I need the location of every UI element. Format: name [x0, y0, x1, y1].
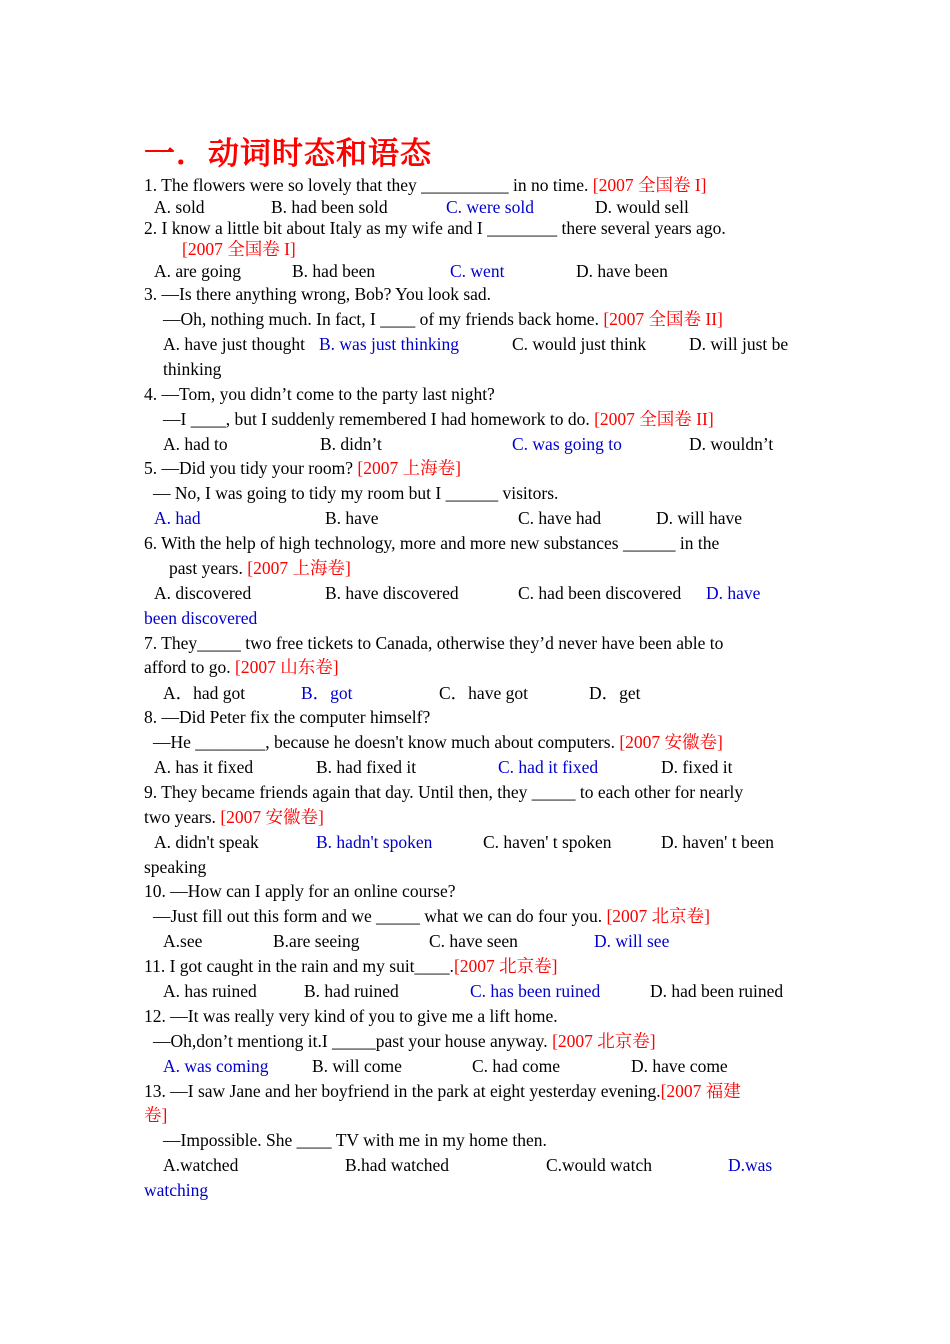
- option-d: D. will have: [656, 508, 743, 528]
- source-label: [2007 上海卷]: [247, 558, 351, 578]
- option-c: C. were sold: [446, 197, 534, 217]
- source-label: [2007 福建: [660, 1081, 741, 1101]
- source-label: [2007 安徽卷]: [619, 732, 723, 752]
- question-5-stem: 5. —Did you tidy your room? [2007 上海卷]: [144, 458, 461, 478]
- source-label: [2007 全国卷 I]: [182, 239, 296, 259]
- question-12-reply: —Oh,don’t mentiong it.I _____past your house anyway. [2007 北京卷]: [153, 1031, 656, 1051]
- question-13-reply: —Impossible. She ____ TV with me in my home then.: [163, 1130, 547, 1150]
- option-b: B. didn’t: [320, 434, 382, 454]
- option-d: D. wouldn’t: [689, 434, 774, 454]
- source-label: [2007 全国卷 II]: [603, 309, 723, 329]
- option-a: A. had to: [163, 434, 228, 454]
- option-b: B. had been sold: [271, 197, 388, 217]
- option-d: D.was: [728, 1155, 773, 1175]
- option-c: C. had it fixed: [498, 757, 599, 777]
- option-c: C. would just think: [512, 334, 647, 354]
- question-9-stem-cont: two years. [2007 安徽卷]: [144, 807, 324, 827]
- question-5-reply: — No, I was going to tidy my room but I ______ visitors.: [153, 483, 559, 503]
- source-label-cont: 卷]: [144, 1105, 168, 1125]
- option-b: B. had ruined: [304, 981, 399, 1001]
- question-7-stem-cont: afford to go. [2007 山东卷]: [144, 657, 339, 677]
- source-label: [2007 北京卷]: [552, 1031, 656, 1051]
- option-d: D. will just be: [689, 334, 789, 354]
- option-c: C. went: [450, 261, 505, 281]
- option-a: A. discovered: [154, 583, 252, 603]
- option-c: C.would watch: [546, 1155, 652, 1175]
- option-b: B. will come: [312, 1056, 402, 1076]
- question-4-reply: —I ____, but I suddenly remembered I had homework to do. [2007 全国卷 II]: [163, 409, 714, 429]
- option-b: B. have: [325, 508, 379, 528]
- source-label: [2007 山东卷]: [235, 657, 339, 677]
- question-1-stem: 1. The flowers were so lovely that they __________ in no time. [2007 全国卷 I]: [144, 175, 707, 195]
- option-c: C. haven' t spoken: [483, 832, 612, 852]
- option-d: D. haven' t been: [661, 832, 774, 852]
- option-a: A．had got: [163, 683, 246, 703]
- option-b: B．got: [301, 683, 353, 703]
- option-continuation: been discovered: [144, 608, 258, 628]
- option-a: A. didn't speak: [154, 832, 259, 852]
- question-7-stem: 7. They_____ two free tickets to Canada, otherwise they’d never have been able to: [144, 633, 724, 653]
- question-11-stem: 11. I got caught in the rain and my suit____.[2007 北京卷]: [144, 956, 558, 976]
- question-9-stem: 9. They became friends again that day. Until then, they _____ to each other for nearly: [144, 782, 744, 802]
- option-a: A.watched: [163, 1155, 239, 1175]
- option-b: B. hadn't spoken: [316, 832, 433, 852]
- option-b: B. was just thinking: [319, 334, 460, 354]
- question-8-reply: —He ________, because he doesn't know much about computers. [2007 安徽卷]: [153, 732, 723, 752]
- question-12-stem: 12. —It was really very kind of you to give me a lift home.: [144, 1006, 558, 1026]
- option-continuation: thinking: [163, 359, 222, 379]
- option-b: B.had watched: [345, 1155, 449, 1175]
- source-label: [2007 全国卷 II]: [594, 409, 714, 429]
- option-continuation: speaking: [144, 857, 207, 877]
- option-a: A. are going: [154, 261, 241, 281]
- option-c: C．have got: [439, 683, 528, 703]
- source-label: [2007 全国卷 I]: [592, 175, 707, 195]
- option-c: C. was going to: [512, 434, 622, 454]
- source-label: [2007 上海卷]: [357, 458, 461, 478]
- option-a: A. was coming: [163, 1056, 269, 1076]
- question-2-stem: 2. I know a little bit about Italy as my wife and I ________ there several years ago.: [144, 218, 726, 238]
- option-b: B. had been: [292, 261, 376, 281]
- section-title: 一．动词时态和语态: [144, 136, 432, 172]
- option-d: D. will see: [594, 931, 670, 951]
- question-6-stem: 6. With the help of high technology, more and more new substances ______ in the: [144, 533, 720, 553]
- option-a: A. have just thought: [163, 334, 305, 354]
- option-d: D. have: [706, 583, 761, 603]
- option-c: C. had been discovered: [518, 583, 682, 603]
- option-d: D. had been ruined: [650, 981, 784, 1001]
- question-3-reply: —Oh, nothing much. In fact, I ____ of my friends back home. [2007 全国卷 II]: [163, 309, 723, 329]
- option-a: A. sold: [154, 197, 205, 217]
- option-b: B.are seeing: [273, 931, 360, 951]
- option-c: C. have seen: [429, 931, 518, 951]
- question-4-stem: 4. —Tom, you didn’t come to the party last night?: [144, 384, 495, 404]
- option-a: A.see: [163, 931, 203, 951]
- source-label: [2007 北京卷]: [606, 906, 711, 926]
- question-6-stem-cont: past years. [2007 上海卷]: [169, 558, 351, 578]
- option-continuation: watching: [144, 1180, 209, 1200]
- question-3-stem: 3. —Is there anything wrong, Bob? You look sad.: [144, 284, 492, 304]
- option-d: D. fixed it: [661, 757, 733, 777]
- option-a: A. has it fixed: [154, 757, 254, 777]
- question-10-reply: —Just fill out this form and we _____ what we can do four you. [2007 北京卷]: [153, 906, 711, 926]
- option-b: B. have discovered: [325, 583, 459, 603]
- question-10-stem: 10. —How can I apply for an online course?: [144, 881, 456, 901]
- option-b: B. had fixed it: [316, 757, 417, 777]
- option-a: A. had: [154, 508, 201, 528]
- option-a: A. has ruined: [163, 981, 257, 1001]
- option-d: D．get: [589, 683, 641, 703]
- source-label: [2007 北京卷]: [453, 956, 558, 976]
- option-d: D. have come: [631, 1056, 728, 1076]
- option-c: C. have had: [518, 508, 602, 528]
- option-c: C. had come: [472, 1056, 560, 1076]
- question-13-stem: 13. —I saw Jane and her boyfriend in the park at eight yesterday evening.[2007 福建: [144, 1081, 741, 1101]
- source-label: [2007 安徽卷]: [220, 807, 324, 827]
- option-d: D. would sell: [595, 197, 689, 217]
- option-c: C. has been ruined: [470, 981, 601, 1001]
- option-d: D. have been: [576, 261, 668, 281]
- question-8-stem: 8. —Did Peter fix the computer himself?: [144, 707, 431, 727]
